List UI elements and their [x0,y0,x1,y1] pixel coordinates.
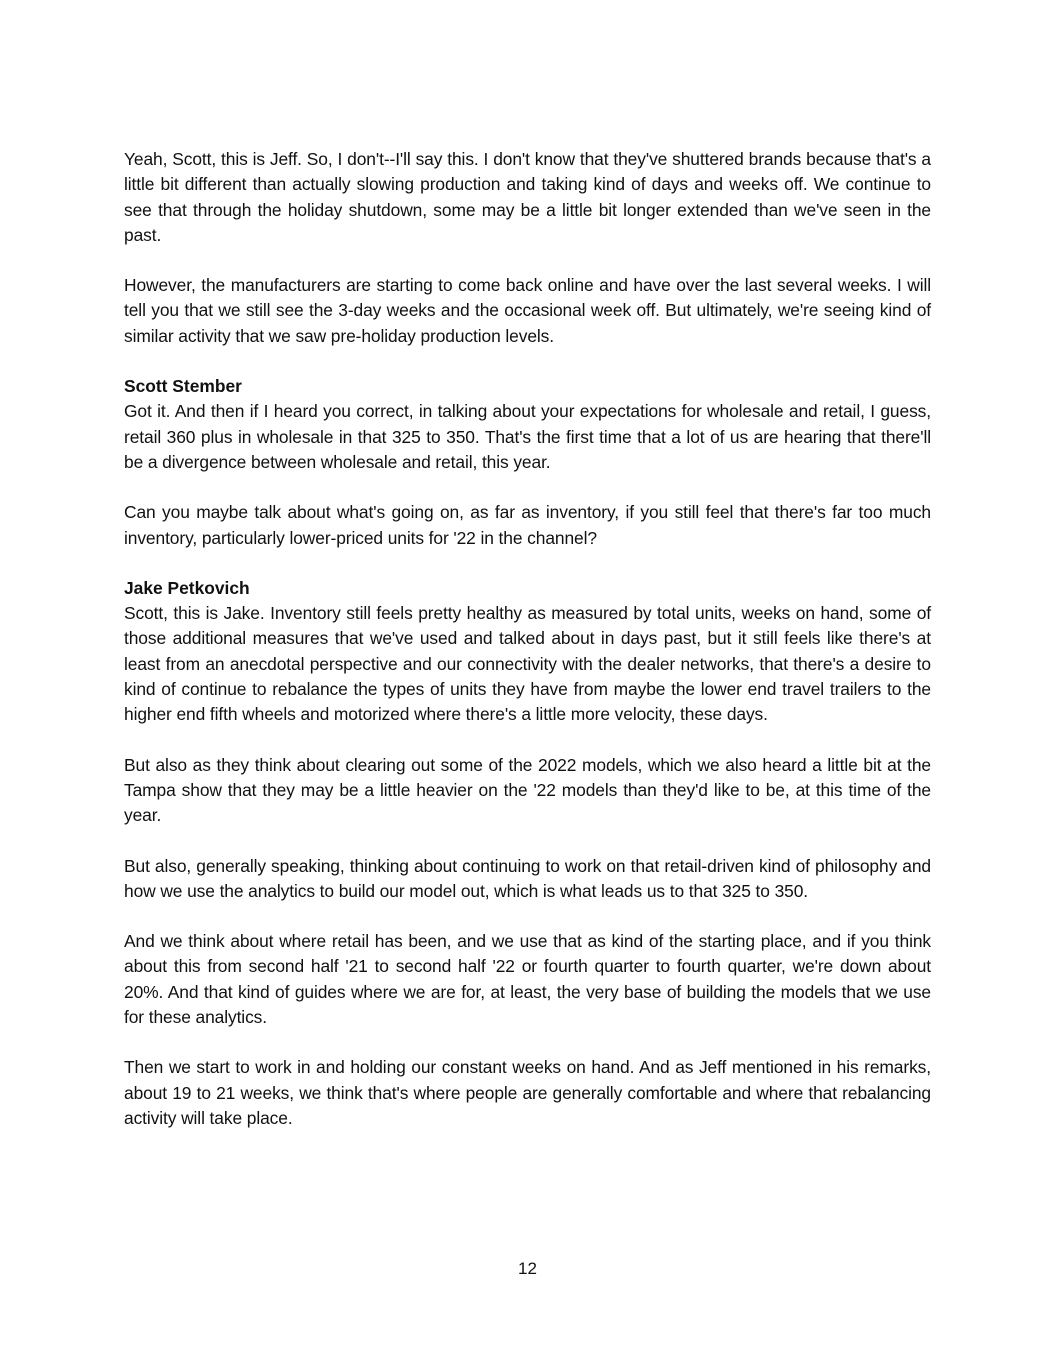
paragraph-jake-inventory: Scott, this is Jake. Inventory still feels pretty healthy as measured by total units, weeks on hand, some of those additional measures that we've used and talked about in days past, but it still feels like there's at least from an anecdotal perspective and our connectivity with the dealer networks, that there's a desire to kind of continue to rebalance the types of units they have from maybe the lower end travel trailers to the higher end fifth wheels and motorized where there's a little more velocity, these days. [124,603,931,725]
paragraph-retail-philosophy: But also, generally speaking, thinking about continuing to work on that retail-driven kind of philosophy and how we use the analytics to build our model out, which is what leads us to that 325 to 350. [124,855,931,901]
paragraph-inventory-question: Can you maybe talk about what's going on, as far as inventory, if you still feel that there's far too much inventory, particularly lower-priced units for '22 in the channel? [124,502,931,548]
speaker-block-scott [124,374,931,475]
speaker-name: Jake Petkovich [124,577,250,598]
paragraph-scott-question: Got it. And then if I heard you correct, in talking about your expectations for wholesale and retail, I guess, retail 360 plus in wholesale in that 325 to 350. That's the first time that a lot of us are hearing that there'll be a divergence between wholesale and retail, this year. [124,401,931,472]
speaker-name: Scott Stember [124,376,242,397]
transcript-page [124,147,931,1156]
paragraph-retail-history: And we think about where retail has been, and we use that as kind of the starting place, and if you think about this from second half '21 to second half '22 or fourth quarter to fourth quarter, we're down about 20%. And that kind of guides where we are for, at least, the very base of building the models that we use for these analytics. [124,931,931,1028]
paragraph-jeff-response: Yeah, Scott, this is Jeff. So, I don't--I'll say this. I don't know that they've shuttered brands because that's a little bit different than actually slowing production and taking kind of days and weeks off. We continue to see that through the holiday shutdown, some may be a little bit longer extended than we've seen in the past. [124,149,931,245]
paragraph-2022-models: But also as they think about clearing out some of the 2022 models, which we also heard a little bit at the Tampa show that they may be a little heavier on the '22 models than they'd like to be, at this time of the year. [124,754,931,826]
page-number: 12 [518,1259,537,1278]
paragraph-manufacturers: However, the manufacturers are starting to come back online and have over the last several weeks. I will tell you that we still see the 3-day weeks and the occasional week off. But ultimately, we're seeing kind of similar activity that we saw pre-holiday production levels. [124,275,931,346]
speaker-block-jake [124,576,931,728]
paragraph-weeks-on-hand: Then we start to work in and holding our constant weeks on hand. And as Jeff mentioned in his remarks, about 19 to 21 weeks, we think that's where people are generally comfortable and where that rebalancing activity will take place. [124,1057,931,1128]
